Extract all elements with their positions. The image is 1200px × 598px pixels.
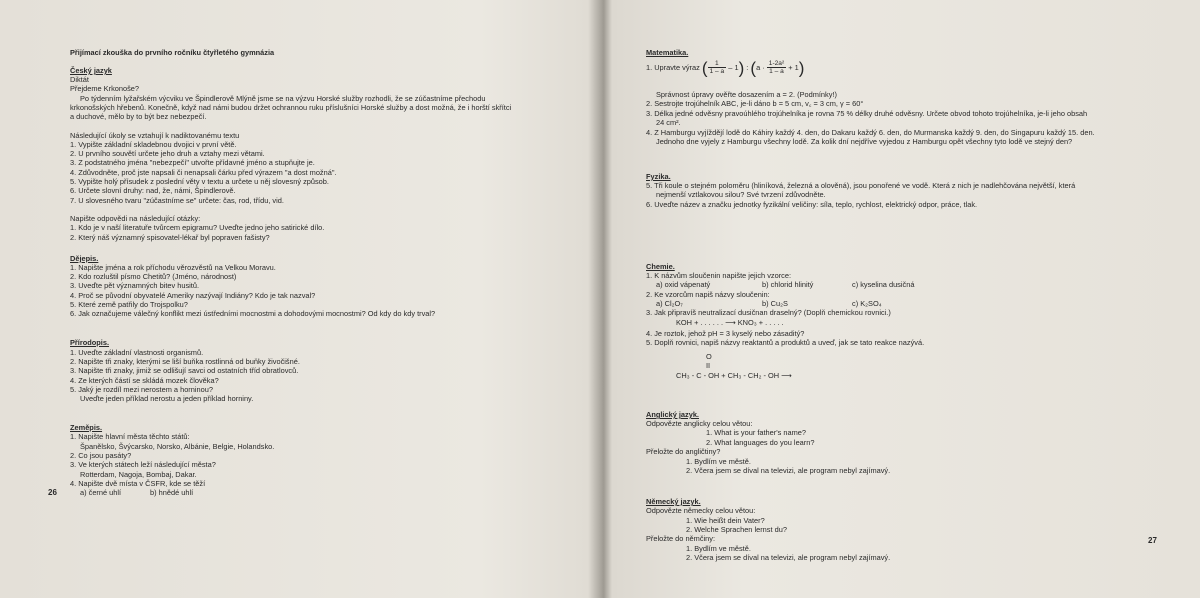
nemecky-line: 1. Wie heißt dein Vater? <box>686 516 765 525</box>
cesky-task: Následující úkoly se vztahují k nadiktovanému textu <box>70 131 240 140</box>
math-line: 4. Z Hamburgu vyjíždějí lodě do Káhiry každý 4. den, do Dakaru každý 6. den, do Murmanska každý 9. den, do Singapuru každý 15. den. <box>646 128 1095 137</box>
anglicky-line: Přeložte do angličtiny? <box>646 447 721 456</box>
cesky-question: 1. Kdo je v naší literatuře tvůrcem epigramu? Uveďte jedno jeho satirické dílo. <box>70 223 325 232</box>
cesky-task: 6. Určete slovní druhy: nad, že, námi, Špindlerově. <box>70 186 236 195</box>
chemie-option: b) chlorid hlinitý <box>762 280 814 289</box>
chemie-line: 1. K názvům sloučenin napište jejich vzorce: <box>646 271 792 280</box>
chemie-heading: Chemie. <box>646 262 675 271</box>
zemepis-line: Španělsko, Švýcarsko, Norsko, Albánie, Belgie, Holandsko. <box>80 442 275 451</box>
zemepis-line: 1. Napište hlavní města těchto států: <box>70 432 190 441</box>
cesky-paragraph: krkonošských hřebenů. Konečně, když nad námi budou držet ochrannou ruku příslušníci Horské služby a dost možná, že i horští skřítci <box>70 103 512 112</box>
chemie-double-bond: II <box>706 361 711 370</box>
anglicky-line: 2. What languages do you learn? <box>706 438 815 447</box>
nemecky-line: 1. Bydlím ve městě. <box>686 544 751 553</box>
nemecky-line: Odpovězte německy celou větou: <box>646 506 756 515</box>
cesky-heading: Český jazyk <box>70 66 112 75</box>
zemepis-line: 2. Co jsou pasáty? <box>70 451 132 460</box>
chemie-option: a) oxid vápenatý <box>656 280 711 289</box>
zemepis-line: 4. Napište dvě místa v ČSFR, kde se těží <box>70 479 206 488</box>
cesky-question: Napište odpovědi na následující otázky: <box>70 214 201 223</box>
chemie-line: 4. Je roztok, jehož pH = 3 kyselý nebo zásaditý? <box>646 329 805 338</box>
anglicky-line: Odpovězte anglicky celou větou: <box>646 419 753 428</box>
cesky-task: 4. Zdůvodněte, proč jste napsali či nenapsali čárku před výrazem "a dost možná". <box>70 168 337 177</box>
cesky-line: Přejdeme Krkonoše? <box>70 84 140 93</box>
nemecky-heading: Německý jazyk. <box>646 497 701 506</box>
chemie-option: c) kyselina dusičná <box>852 280 915 289</box>
left-page <box>0 0 598 598</box>
cesky-paragraph: a duchové, mělo by to být bez nebezpečí. <box>70 112 207 121</box>
fraction: $\frac{\text{1-2a²}}{1 - a}$ <box>768 60 785 76</box>
dejepis-line: 6. Jak označujeme válečný konflikt mezi ústředními mocnostmi a dohodovými mocnostmi? Od kdy do kdy trval? <box>70 309 436 318</box>
cesky-question: 2. Který náš významný spisovatel-lékař byl popraven fašisty? <box>70 233 270 242</box>
prirodopis-line: 5. Jaký je rozdíl mezi nerostem a horninou? <box>70 385 213 394</box>
cesky-task: 5. Vypište holý přísudek z poslední věty v textu a určete u něj slovesný způsob. <box>70 177 329 186</box>
prirodopis-line: 3. Napište tři znaky, jimiž se odlišují savci od ostatních tříd obratlovců. <box>70 366 299 375</box>
chemie-option: c) K₂SO₄ <box>852 299 882 308</box>
prirodopis-line: Uveďte jeden příklad nerostu a jeden příklad horniny. <box>80 394 254 403</box>
anglicky-heading: Anglický jazyk. <box>646 410 699 419</box>
fyzika-heading: Fyzika. <box>646 172 671 181</box>
anglicky-line: 2. Včera jsem se díval na televizi, ale program nebyl zajímavý. <box>686 466 891 475</box>
math-line: Jednoho dne vyjely z Hamburgu všechny lodě. Za kolik dní nejdříve vyjedou z Hamburgu opět všechny tyto lodě ve stejný den? <box>656 137 1073 146</box>
prirodopis-line: 1. Uveďte základní vlastnosti organismů. <box>70 348 204 357</box>
dejepis-heading: Dějepis. <box>70 254 99 263</box>
math-line: Správnost úpravy ověřte dosazením a = 2. (Podmínky!) <box>656 90 837 99</box>
anglicky-line: 1. What is your father's name? <box>706 428 806 437</box>
nemecky-line: 2. Včera jsem se díval na televizi, ale program nebyl zajímavý. <box>686 553 891 562</box>
cesky-task: 2. U prvního souvětí určete jeho druh a vztahy mezi větami. <box>70 149 265 158</box>
chemie-line: 5. Doplň rovnici, napiš názvy reaktantů a produktů a uveď, jak se tato reakce nazývá. <box>646 338 925 347</box>
exam-title: Přijímací zkouška do prvního ročníku čtyřletého gymnázia <box>70 48 275 57</box>
dejepis-line: 2. Kdo rozluštil písmo Chetitů? (Jméno, národnost) <box>70 272 237 281</box>
fraction: $\frac{1}{1 - a}$ <box>709 60 725 76</box>
math-expression: 1. Upravte výraz ( $\frac{1}{1 - a}$ – 1) : (a · $\frac{\text{1-2a²}}{1 - a}$ + 1) <box>646 58 805 78</box>
chemie-option: a) Cl₂O₇ <box>656 299 683 308</box>
zemepis-line: Rotterdam, Nagoja, Bombaj, Dakar. <box>80 470 197 479</box>
zemepis-option: a) černé uhlí <box>80 488 122 497</box>
page-number-right: 27 <box>1148 536 1157 545</box>
math-line: 3. Délka jedné odvěsny pravoúhlého trojúhelníka je rovna 75 % délky druhé odvěsny. Určete obvod tohoto trojúhelníka, je-li jeho obsah <box>646 109 1088 118</box>
chemie-equation: CH₃ - C - OH + CH₃ - CH₂ - OH ⟶ <box>676 371 792 380</box>
math-line: 24 cm². <box>656 118 681 127</box>
prirodopis-heading: Přírodopis. <box>70 338 110 347</box>
zemepis-option: b) hnědé uhlí <box>150 488 194 497</box>
dejepis-line: 5. Které země patřily do Trojspolku? <box>70 300 188 309</box>
right-page <box>602 0 1200 598</box>
chemie-line: 2. Ke vzorcům napiš názvy sloučenin: <box>646 290 770 299</box>
chemie-equation: KOH + . . . . . . ⟶ KNO₃ + . . . . . <box>676 318 784 327</box>
zemepis-heading: Zeměpis. <box>70 423 103 432</box>
chemie-oxygen: O <box>706 352 712 361</box>
prirodopis-line: 4. Ze kterých částí se skládá mozek člověka? <box>70 376 219 385</box>
fyzika-line: nejmenší vztlakovou silou? Své tvrzení zdůvodněte. <box>656 190 826 199</box>
chemie-option: b) Cu₂S <box>762 299 788 308</box>
zemepis-line: 3. Ve kterých státech leží následující města? <box>70 460 216 469</box>
cesky-task: 3. Z podstatného jména "nebezpečí" utvořte přídavné jméno a stupňujte je. <box>70 158 315 167</box>
fyzika-line: 5. Tři koule o stejném poloměru (hliníková, železná a olověná), jsou ponořené ve vodě. Která z nich je nadlehčována největší, která <box>646 181 1076 190</box>
prirodopis-line: 2. Napište tři znaky, kterými se liší buňka rostlinná od buňky živočišné. <box>70 357 300 366</box>
page-number-left: 26 <box>48 488 57 497</box>
cesky-paragraph: Po týdenním lyžařském výcviku ve Špindlerově Mlýně jsme se na výzvu Horské služby rozhodli, že se zúčastníme přechodu <box>80 94 486 103</box>
nemecky-line: Přeložte do němčiny: <box>646 534 716 543</box>
cesky-line: Diktát <box>70 75 89 84</box>
anglicky-line: 1. Bydlím ve městě. <box>686 457 751 466</box>
cesky-task: 7. U slovesného tvaru "zúčastníme se" určete: čas, rod, třídu, vid. <box>70 196 284 205</box>
cesky-task: 1. Vypište základní skladebnou dvojici v první větě. <box>70 140 237 149</box>
matematika-heading: Matematika. <box>646 48 689 57</box>
math-line: 2. Sestrojte trojúhelník ABC, je-li dáno b = 5 cm, v꜀ = 3 cm, γ = 60° <box>646 99 864 108</box>
fyzika-line: 6. Uveďte název a značku jednotky fyzikální veličiny: síla, teplo, rychlost, elektrický odpor, práce, tlak. <box>646 200 978 209</box>
dejepis-line: 3. Uveďte pět významných bitev husitů. <box>70 281 200 290</box>
nemecky-line: 2. Welche Sprachen lernst du? <box>686 525 787 534</box>
dejepis-line: 4. Proč se původní obyvatelé Ameriky nazývají Indiány? Kdo je tak nazval? <box>70 291 316 300</box>
math-task-label: 1. Upravte výraz <box>646 62 700 72</box>
dejepis-line: 1. Napište jména a rok příchodu věrozvěstů na Velkou Moravu. <box>70 263 276 272</box>
chemie-line: 3. Jak připravíš neutralizací dusičnan draselný? (Doplň chemickou rovnici.) <box>646 308 891 317</box>
